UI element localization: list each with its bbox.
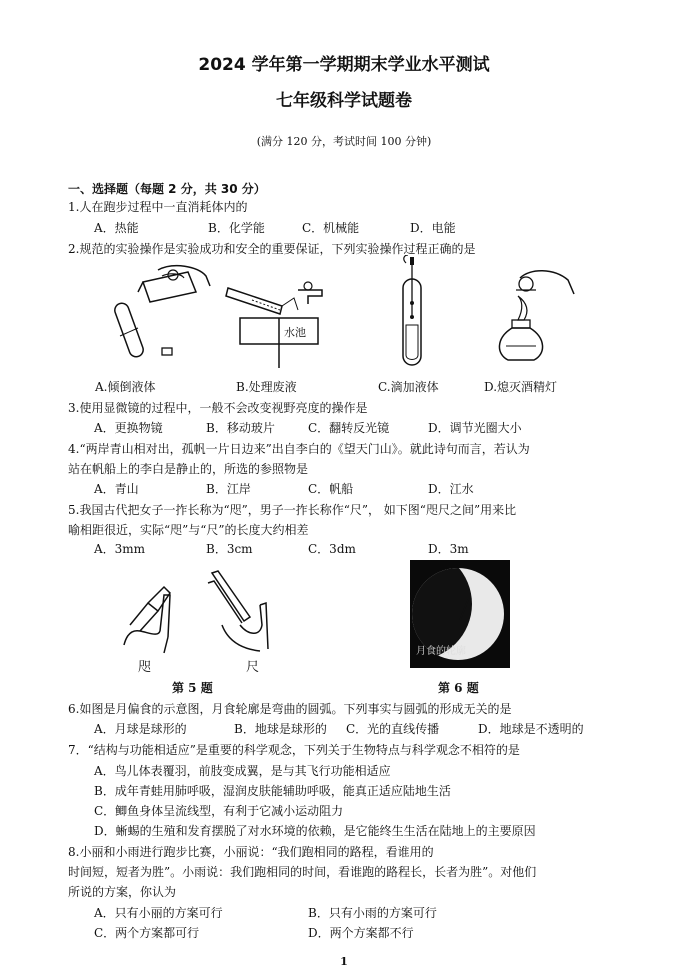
q3-option-b: B．移动玻片 [206,421,275,435]
exam-subtitle: 七年级科学试题卷 [276,91,412,111]
q8-option-a: A．只有小丽的方案可行 [94,906,223,920]
figure-hand-spans [110,565,290,655]
q2-option-d: D.熄灭酒精灯 [484,380,558,394]
q4-stem-1: 4.“两岸青山相对出，孤帆一片日边来”出自李白的《望天门山》。就此诗句而言，若认为 [68,442,530,456]
q3-stem: 3.使用显微镜的过程中，一般不会改变视野亮度的操作是 [68,401,368,415]
q6-option-d: D．地球是不透明的 [478,722,584,736]
fig6-caption: 第 6 题 [438,681,479,695]
fig5-caption: 第 5 题 [172,681,213,695]
q1-stem: 1.人在跑步过程中一直消耗体内的 [68,200,248,214]
q1-option-a: A．热能 [94,221,139,235]
figure-alcohol-lamp [490,268,580,370]
sink-label: 水池 [284,326,306,339]
q4-option-c: C．帆船 [308,482,354,496]
q6-option-c: C．光的直线传播 [346,722,440,736]
q8-option-b: B．只有小雨的方案可行 [308,906,437,920]
q5-stem-2: 喻相距很近，实际“咫”与“尺”的长度大约相差 [68,523,309,537]
q8-stem-3: 所说的方案，你认为 [68,885,177,899]
q5-option-a: A．3mm [94,542,146,556]
q2-option-b: B.处理废液 [236,380,297,394]
q7-stem: 7．“结构与功能相适应”是重要的科学观念，下列关于生物特点与科学观念不相符的是 [68,743,520,757]
q8-stem-2: 时间短，短者为胜”。小雨说：我们跑相同的时间，看谁跑的路程长，长者为胜”。对他们 [68,865,537,879]
q1-option-c: C．机械能 [302,221,360,235]
q4-option-a: A．青山 [94,482,139,496]
q5-option-b: B．3cm [206,542,253,556]
page-number: 1 [340,955,348,968]
q1-option-d: D．电能 [410,221,456,235]
q5-option-c: C．3dm [308,542,356,556]
q4-option-b: B．江岸 [206,482,251,496]
label-chi: 尺 [246,660,260,675]
q4-stem-2: 站在帆船上的李白是静止的，所选的参照物是 [68,462,309,476]
q2-option-c: C.滴加液体 [378,380,439,394]
q5-stem-1: 5.我国古代把女子一拃长称为“咫”，男子一拃长称作“尺”， 如下图“咫尺之间”用来比 [68,503,517,517]
q2-option-a: A.倾倒液体 [95,380,156,394]
q6-option-b: B．地球是球形的 [234,722,327,736]
q3-option-d: D．调节光圈大小 [428,421,522,435]
q8-option-c: C．两个方案都可行 [94,926,200,940]
figure-lunar-eclipse [410,560,510,668]
q7-option-a: A．鸟儿体表覆羽，前肢变成翼，是与其飞行功能相适应 [94,764,391,778]
q8-option-d: D．两个方案都不行 [308,926,414,940]
eclipse-label: 月食的轮廓 [416,646,466,657]
exam-title: 2024 学年第一学期期末学业水平测试 [198,55,490,75]
q4-option-d: D．江水 [428,482,474,496]
q5-option-d: D．3m [428,542,469,556]
label-zhi: 咫 [138,660,152,675]
q3-option-a: A．更换物镜 [94,421,163,435]
q2-stem: 2.规范的实验操作是实验成功和安全的重要保证，下列实验操作过程正确的是 [68,242,476,256]
q6-stem: 6.如图是月偏食的示意图，月食轮廓是弯曲的圆弧。下列事实与圆弧的形成无关的是 [68,702,512,716]
q7-option-b: B．成年青蛙用肺呼吸，湿润皮肤能辅助呼吸，能真正适应陆地生活 [94,784,451,798]
q8-stem-1: 8.小丽和小雨进行跑步比赛，小丽说：“我们跑相同的路程，看谁用的 [68,845,434,859]
q6-option-a: A．月球是球形的 [94,722,187,736]
q7-option-d: D．蜥蜴的生殖和发育摆脱了对水环境的依赖，是它能终生生活在陆地上的主要原因 [94,824,536,838]
q1-option-b: B．化学能 [208,221,265,235]
section-heading: 一、选择题（每题 2 分，共 30 分） [68,182,266,196]
figure-pour-liquid [98,262,213,370]
q7-option-c: C．鲫鱼身体呈流线型，有利于它减小运动阻力 [94,804,344,818]
q3-option-c: C．翻转反光镜 [308,421,390,435]
exam-note: (满分 120 分，考试时间 100 分钟) [256,135,432,148]
figure-drop-liquid [396,255,436,370]
figure-waste-liquid [222,278,332,368]
